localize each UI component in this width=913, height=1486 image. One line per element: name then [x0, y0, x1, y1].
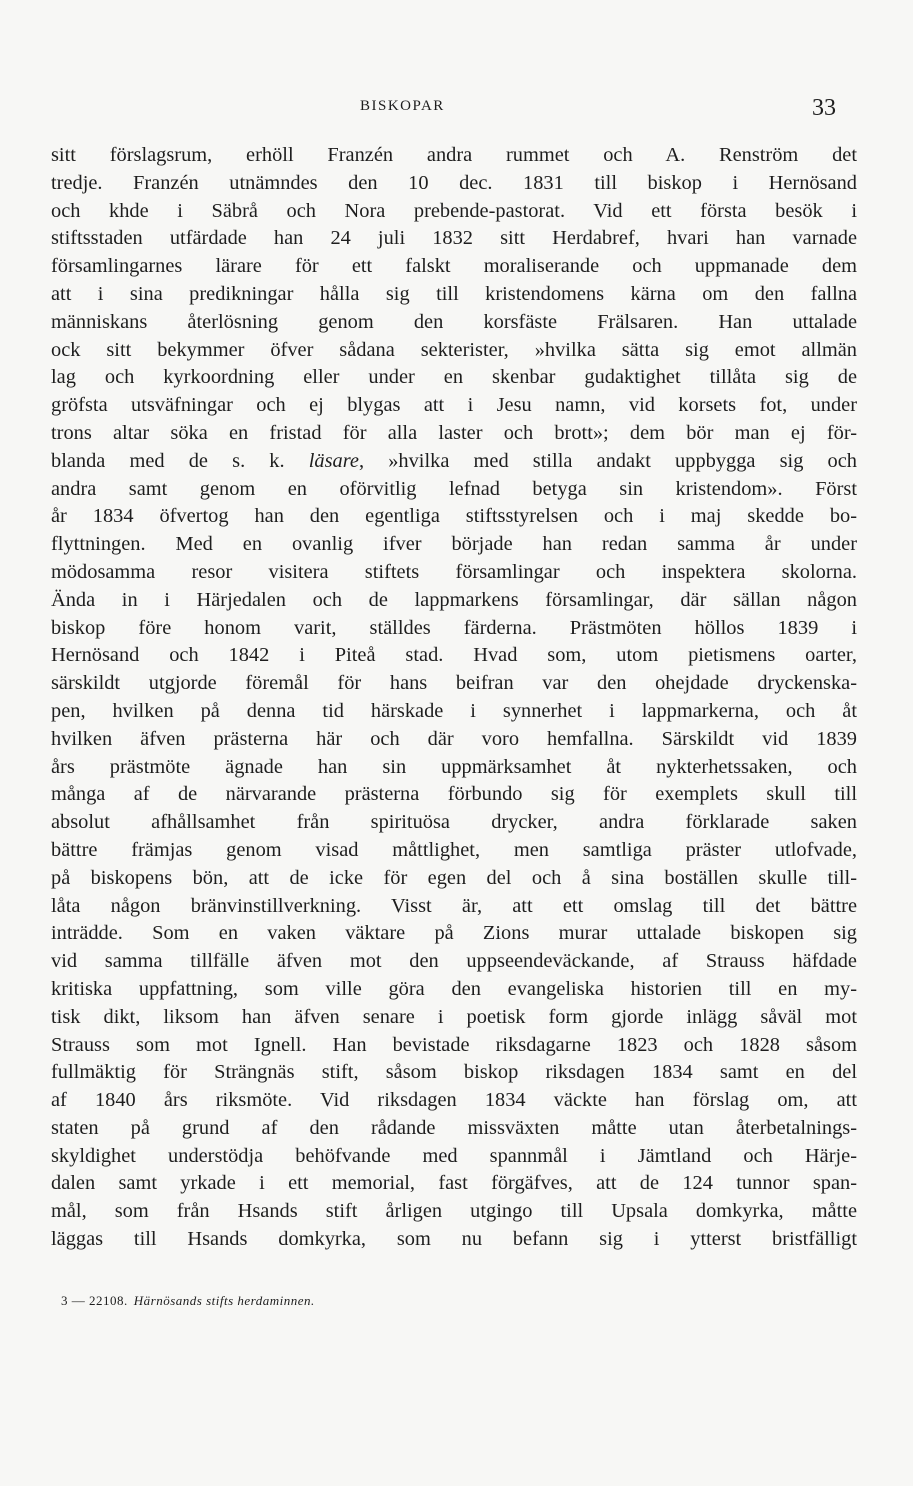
italic-term: läsare	[308, 449, 359, 472]
text-line: trons altar söka en fristad för alla laster och brott»; dem bör man ej för-	[51, 421, 857, 444]
text-line: skyldighet understödja behöfvande med spannmål i Jämtland och Härje-	[51, 1144, 857, 1167]
text-line: vid samma tillfälle äfven mot den uppseendeväckande, af Strauss häfdade	[51, 950, 857, 973]
text-line: läggas till Hsands domkyrka, som nu befann sig i ytterst bristfälligt	[51, 1228, 857, 1251]
text-line: kritiska uppfattning, som ville göra den evangeliska historien till en my-	[51, 977, 857, 1000]
text-line: absolut afhållsamhet från spirituösa drycker, andra förklarade saken	[51, 811, 857, 834]
text-line: människans återlösning genom den korsfäste Frälsaren. Han uttalade	[51, 310, 857, 333]
text-line: pen, hvilken på denna tid härskade i synnerhet i lappmarkerna, och åt	[51, 699, 857, 722]
text-line: mål, som från Hsands stift årligen utgingo till Upsala domkyrka, måtte	[51, 1200, 857, 1223]
text-line: år 1834 öfvertog han den egentliga stiftsstyrelsen och i maj skedde bo-	[51, 505, 857, 528]
body-text	[51, 142, 857, 1254]
text-line: Strauss som mot Ignell. Han bevistade riksdagarne 1823 och 1828 såsom	[51, 1033, 857, 1056]
text-line: blanda med de s. k. läsare, »hvilka med stilla andakt uppbygga sig och	[51, 449, 857, 472]
text-line: tisk dikt, liksom han äfven senare i poetisk form gjorde inlägg såväl mot	[51, 1005, 857, 1028]
text-line: af 1840 års riksmöte. Vid riksdagen 1834 väckte han förslag om, att	[51, 1089, 857, 1112]
text-line: inträdde. Som en vaken väktare på Zions murar uttalade biskopen sig	[51, 922, 857, 945]
text-line: hvilken äfven prästerna här och där voro hemfallna. Särskildt vid 1839	[51, 727, 857, 750]
text-line: många af de närvarande prästerna förbundo sig för exemplets skull till	[51, 783, 857, 806]
printer-signature-footer	[61, 1293, 315, 1309]
text-line: Hernösand och 1842 i Piteå stad. Hvad som, utom pietismens oarter,	[51, 644, 857, 667]
text-line: sitt förslagsrum, erhöll Franzén andra rummet och A. Renström det	[51, 144, 857, 166]
text-line: fullmäktig för Strängnäs stift, såsom biskop riksdagen 1834 samt en del	[51, 1061, 857, 1084]
text-line: låta någon bränvinstillverkning. Visst är, att ett omslag till det bättre	[51, 894, 857, 917]
text-line: gröfsta utsväfningar och ej blygas att i Jesu namn, vid korsets fot, under	[51, 394, 857, 417]
text-line: ock sitt bekymmer öfver sådana sekterister, »hvilka sätta sig emot allmän	[51, 338, 857, 361]
signature-mark: 3 — 22108.	[61, 1293, 128, 1308]
text-line: bättre främjas genom visad måttlighet, men samtliga präster utlofvade,	[51, 838, 857, 861]
text-line: Ända in i Härjedalen och de lappmarkens församlingar, där sällan någon	[51, 588, 857, 611]
text-line: lag och kyrkoordning eller under en skenbar gudaktighet tillåta sig de	[51, 366, 857, 389]
series-title: Härnösands stifts herdaminnen.	[133, 1293, 315, 1308]
text-line: särskildt utgjorde föremål för hans beifran var den ohejdade dryckenska-	[51, 672, 857, 695]
text-line: på biskopens bön, att de icke för egen del och å sina boställen skulle till-	[51, 866, 857, 889]
text-line: stiftsstaden utfärdade han 24 juli 1832 sitt Herdabref, hvari han varnade	[51, 227, 857, 250]
text-line: års prästmöte ägnade han sin uppmärksamhet åt nykterhetssaken, och	[51, 755, 857, 778]
text-line: biskop före honom varit, ställdes färderna. Prästmöten höllos 1839 i	[51, 616, 857, 639]
text-line: staten på grund af den rådande missväxten måtte utan återbetalnings-	[51, 1116, 857, 1139]
text-line: tredje. Franzén utnämndes den 10 dec. 1831 till biskop i Hernösand	[51, 171, 857, 194]
text-line: andra samt genom en oförvitlig lefnad betyga sin kristendom». Först	[51, 477, 857, 500]
text-line: mödosamma resor visitera stiftets församlingar och inspektera skolorna.	[51, 560, 857, 583]
text-line: flyttningen. Med en ovanlig ifver började han redan samma år under	[51, 533, 857, 556]
text-line: församlingarnes lärare för ett falskt moraliserande och uppmanade dem	[51, 255, 857, 278]
text-line: och khde i Säbrå och Nora prebende-pastorat. Vid ett första besök i	[51, 199, 857, 222]
running-head: BISKOPAR	[360, 98, 445, 114]
page-number: 33	[812, 95, 836, 121]
text-line: dalen samt yrkade i ett memorial, fast förgäfves, att de 124 tunnor span-	[51, 1172, 857, 1195]
text-line: att i sina predikningar hålla sig till kristendomens kärna om den fallna	[51, 282, 857, 305]
